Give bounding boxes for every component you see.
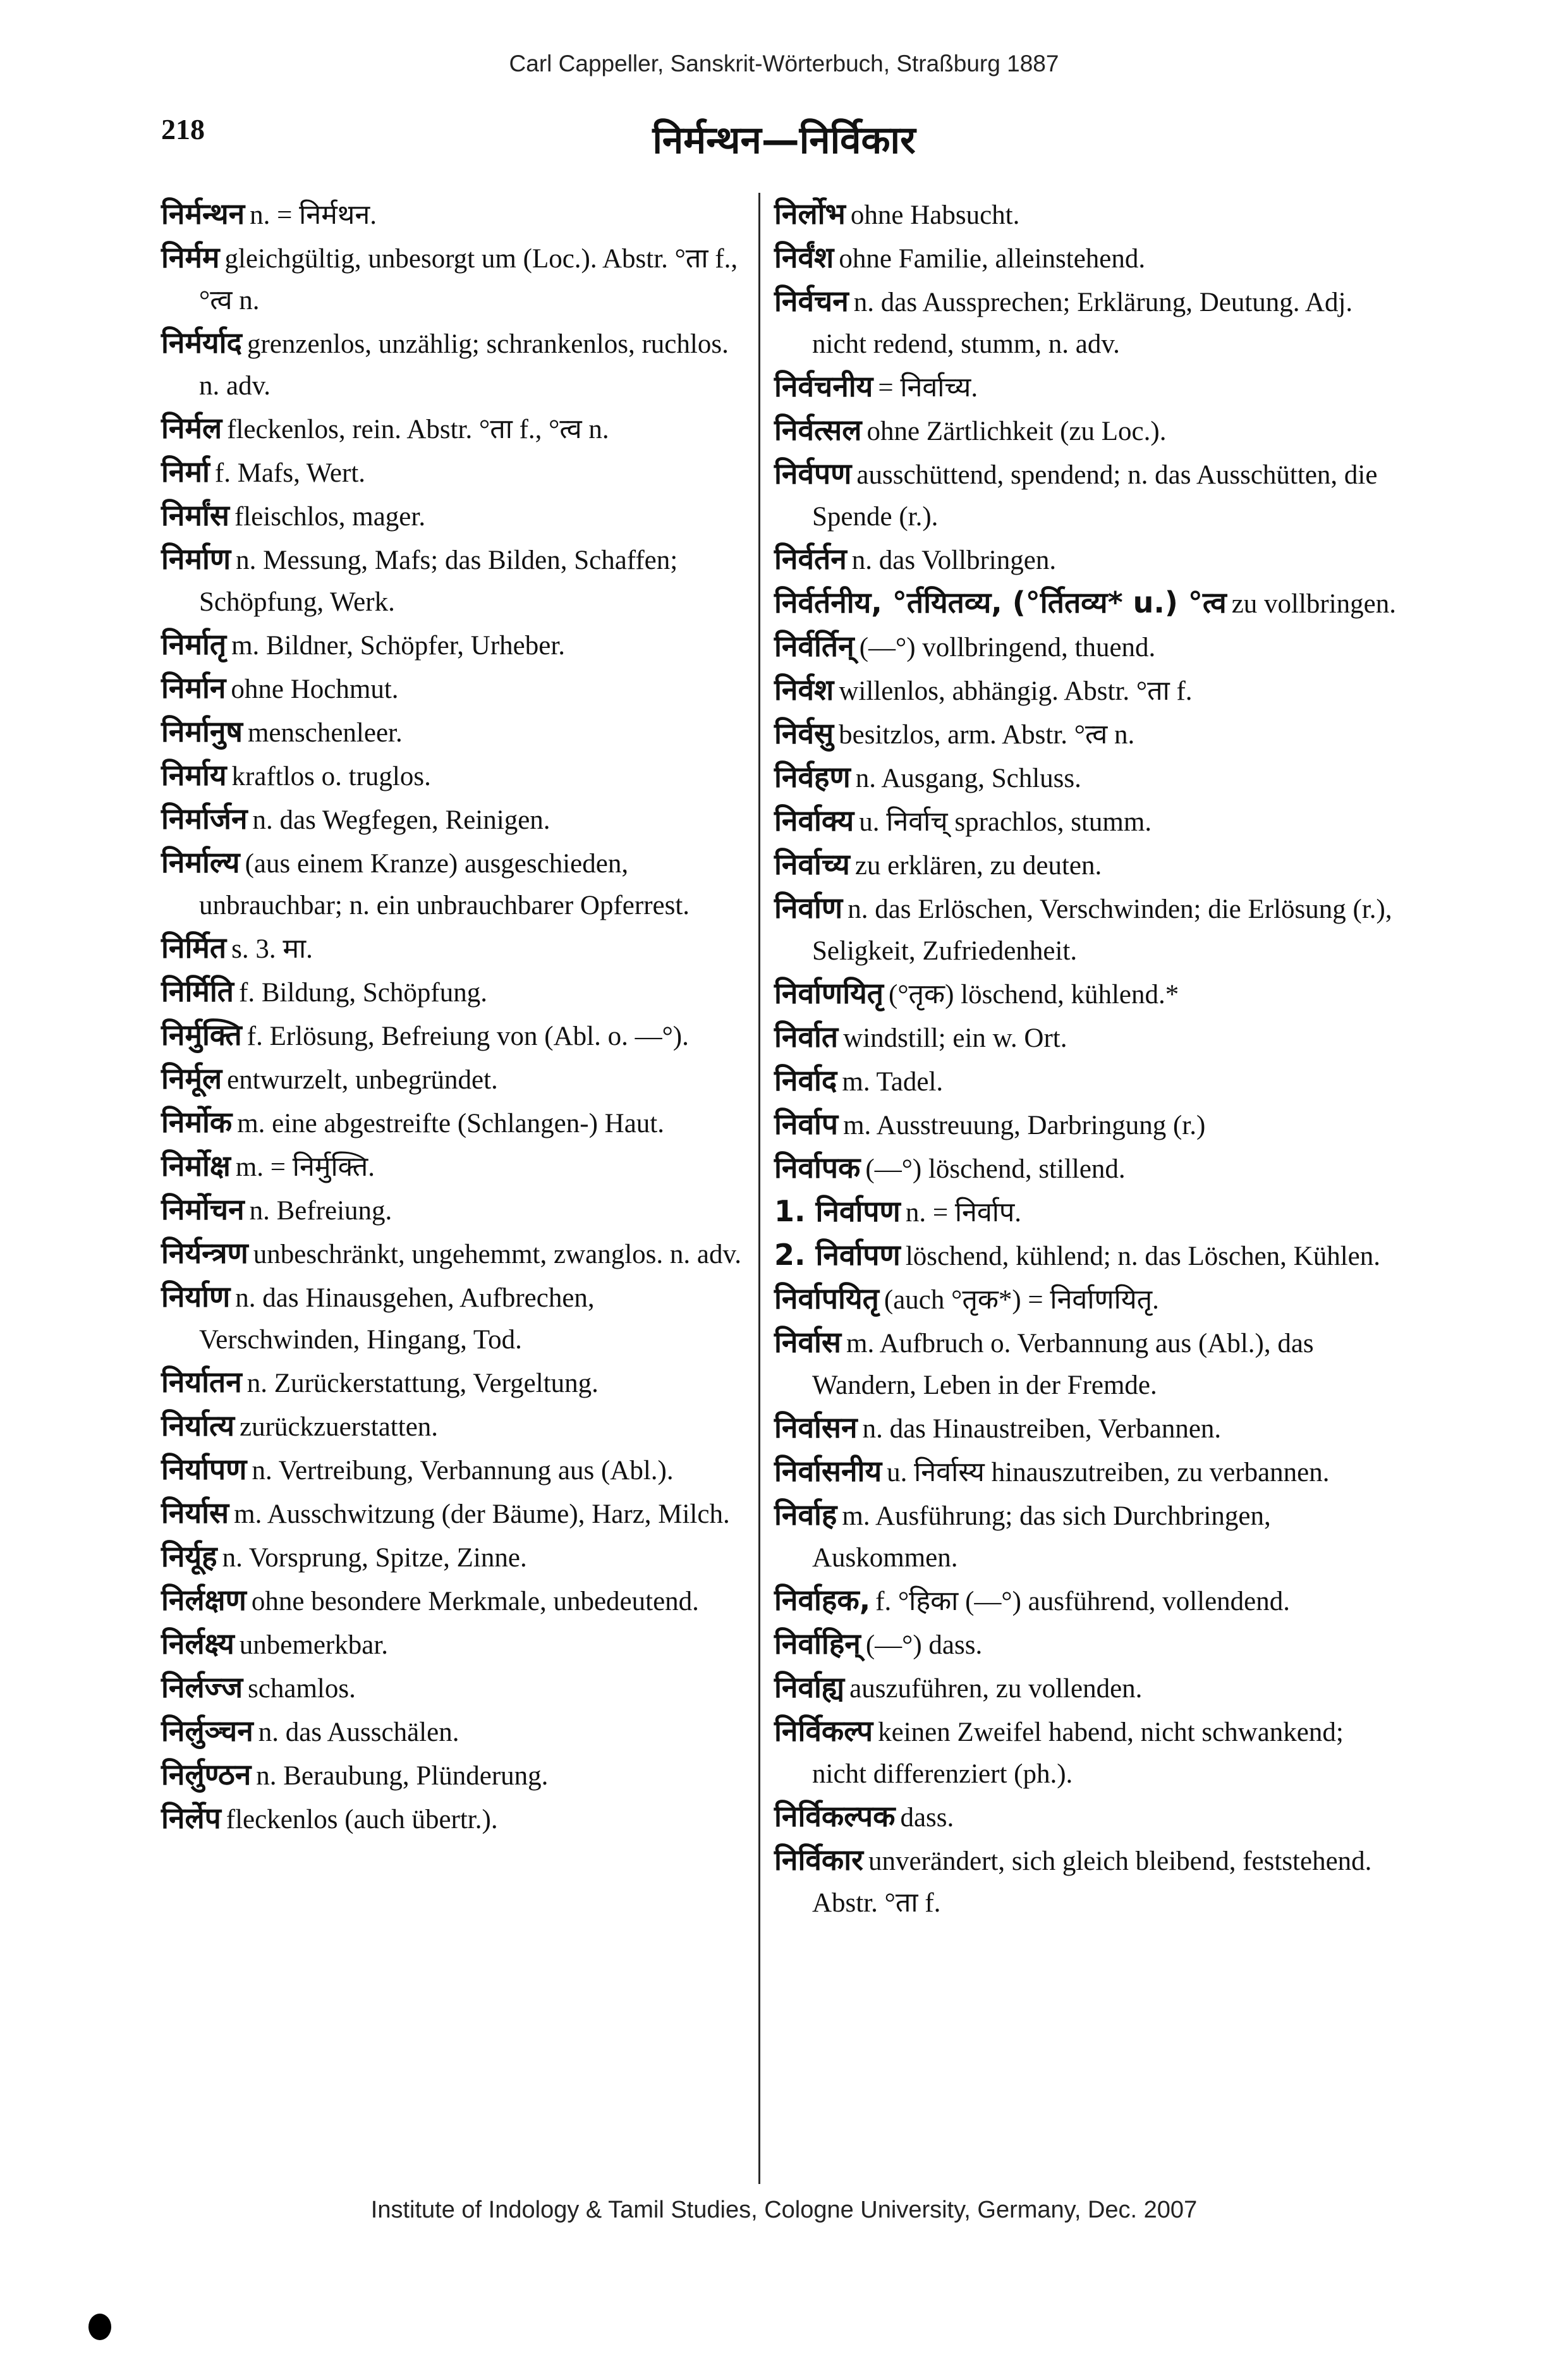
definition: m. Ausstreuung, Darbringung (r.) (843, 1111, 1206, 1140)
dictionary-entry (161, 407, 746, 451)
definition: (aus einem Kranze) ausgeschieden, unbrauchbar; n. ein unbrauchbarer Opferrest. (199, 849, 690, 920)
dictionary-entry (161, 754, 746, 798)
headword: निर्मूल (161, 1061, 222, 1095)
definition: keinen Zweifel habend, nicht schwankend; nicht differenziert (ph.). (812, 1717, 1344, 1789)
definition: fleckenlos (auch übertr.). (226, 1805, 498, 1834)
definition: unbeschränkt, ungehemmt, zwanglos. n. adv. (253, 1240, 741, 1269)
headword: निर्वश (774, 673, 834, 707)
headword: निर्माय (161, 758, 227, 792)
headword: निर्वापयितृ (774, 1281, 879, 1315)
headword: निर्वचनीय (774, 369, 873, 403)
dictionary-entry (774, 1450, 1397, 1494)
dictionary-entry (774, 625, 1397, 669)
dictionary-entry (774, 669, 1397, 712)
dictionary-entry (161, 970, 746, 1014)
dictionary-entry (161, 538, 746, 623)
dictionary-entry (161, 927, 746, 970)
dictionary-entry (161, 1014, 746, 1058)
definition: n. = निर्वाप. (905, 1198, 1022, 1228)
definition: u. निर्वास्य hinauszutreiben, zu verbannen. (887, 1458, 1330, 1487)
headword: निर्मांस (161, 498, 229, 532)
headword: निर्मोक (161, 1105, 233, 1139)
definition: dass. (900, 1803, 954, 1833)
headword: निर्वाद (774, 1063, 837, 1097)
definition: windstill; ein w. Ort. (843, 1023, 1067, 1053)
headword: निर्मर्याद (161, 326, 242, 360)
dictionary-entry (774, 1234, 1397, 1278)
headword: निर्मित (161, 930, 227, 965)
headword: निर्मार्जन (161, 802, 248, 836)
definition: ohne Hochmut. (231, 674, 399, 704)
dictionary-entry (774, 1321, 1397, 1406)
dictionary-entry (161, 1361, 746, 1405)
definition: gleichgültig, unbesorgt um (Loc.). Abstr. °ता f., °त्व n. (199, 244, 738, 315)
dictionary-entry (774, 365, 1397, 409)
dictionary-entry (161, 711, 746, 754)
headword: निर्मोचन (161, 1192, 245, 1226)
definition: unbemerkbar. (239, 1630, 389, 1660)
dictionary-entry (161, 193, 746, 236)
dictionary-entry (161, 1188, 746, 1232)
definition: zu erklären, zu deuten. (854, 851, 1102, 881)
headword: निर्लेप (161, 1801, 221, 1835)
dictionary-entry (161, 1754, 746, 1797)
definition: f. Mafs, Wert. (214, 458, 366, 488)
headword: निर्वासन (774, 1410, 858, 1444)
definition: n. das Wegfegen, Reinigen. (252, 805, 550, 835)
definition: n. das Vollbringen. (851, 546, 1057, 575)
definition: m. Aufbruch o. Verbannung aus (Abl.), das Wandern, Leben in der Fremde. (812, 1329, 1314, 1400)
dictionary-entry (161, 1579, 746, 1623)
headword: निर्यन्त्रण (161, 1236, 248, 1270)
definition: f. Bildung, Schöpfung. (239, 978, 487, 1008)
dictionary-entry (774, 1666, 1397, 1710)
headword: निर्याण (161, 1279, 231, 1314)
dictionary-entry (774, 236, 1397, 280)
definition: n. das Aussprechen; Erklärung, Deutung. Adj. nicht redend, stumm, n. adv. (812, 288, 1353, 359)
definition: zurückzuerstatten. (240, 1412, 439, 1442)
definition: ausschüttend, spendend; n. das Ausschütten, die Spende (r.). (812, 460, 1378, 532)
headword: निर्वंश (774, 240, 834, 274)
definition: auszuführen, zu vollenden. (849, 1674, 1143, 1704)
dictionary-entry (161, 1710, 746, 1754)
headword: निर्वचन (774, 284, 849, 318)
dictionary-entry (161, 1058, 746, 1101)
headword: निर्वर्तिन् (774, 629, 854, 663)
headword: निर्यापण (161, 1452, 247, 1486)
dictionary-entry (161, 1666, 746, 1710)
definition: ohne Zärtlichkeit (zu Loc.). (866, 417, 1167, 446)
definition: n. Vertreibung, Verbannung aus (Abl.). (252, 1456, 674, 1486)
headword: निर्लक्ष्य (161, 1626, 234, 1661)
definition: m. Ausführung; das sich Durchbringen, Auskommen. (812, 1501, 1271, 1573)
definition: (auch °तृक*) = निर्वाणयितृ. (884, 1285, 1159, 1315)
definition: kraftlos o. truglos. (231, 762, 431, 791)
definition: ohne Habsucht. (850, 200, 1020, 230)
dictionary-entry (161, 798, 746, 841)
headword: निर्वाहक, (774, 1583, 871, 1617)
headword: निर्विकल्पक (774, 1799, 896, 1833)
dictionary-entry (161, 1492, 746, 1535)
headword: निर्यूह (161, 1539, 217, 1573)
definition: (—°) löschend, stillend. (865, 1154, 1126, 1184)
definition: besitzlos, arm. Abstr. °त्व n. (839, 720, 1135, 750)
dictionary-entry (774, 712, 1397, 756)
dictionary-entry (774, 409, 1397, 453)
headword: निर्मा (161, 455, 210, 489)
headword: निर्वासनीय (774, 1454, 882, 1488)
definition: m. Tadel. (842, 1067, 944, 1097)
definition: u. निर्वाच् sprachlos, stumm. (859, 807, 1152, 837)
definition: löschend, kühlend; n. das Löschen, Kühlen. (905, 1242, 1380, 1271)
headword: निर्वापक (774, 1150, 861, 1185)
headword: निर्वाह (774, 1498, 837, 1532)
dictionary-entry (774, 193, 1397, 236)
definition: schamlos. (248, 1674, 356, 1704)
definition: n. das Ausschälen. (258, 1717, 459, 1747)
headword: निर्मन्थन (161, 197, 245, 231)
definition: entwurzelt, unbegründet. (227, 1065, 498, 1095)
dictionary-entry (774, 538, 1397, 582)
headword: निर्वसु (774, 716, 834, 750)
definition: m. Bildner, Schöpfer, Urheber. (231, 631, 566, 661)
headword: निर्वपण (774, 456, 852, 491)
dictionary-entry (774, 1494, 1397, 1579)
right-column (774, 193, 1397, 1924)
headword: निर्मातृ (161, 627, 227, 661)
headword: निर्यात्य (161, 1408, 235, 1443)
dictionary-entry (161, 841, 746, 927)
headword: निर्वर्तन (774, 542, 847, 576)
dictionary-entry (161, 667, 746, 711)
headword: निर्लुण्ठन (161, 1757, 252, 1791)
definition: fleischlos, mager. (234, 502, 426, 532)
headword: निर्वाणयितृ (774, 976, 884, 1010)
headword: 1. निर्वापण (774, 1194, 901, 1228)
headword: निर्यातन (161, 1365, 242, 1399)
dictionary-entry (774, 1579, 1397, 1623)
dictionary-entry (774, 280, 1397, 365)
dictionary-entry (774, 1710, 1397, 1795)
dictionary-entry (161, 1797, 746, 1841)
headword: निर्वाच्य (774, 847, 850, 881)
headword: निर्वास (774, 1325, 842, 1359)
ink-blot (88, 2314, 111, 2340)
dictionary-entry (774, 1795, 1397, 1839)
headword: निर्लज्ज (161, 1670, 243, 1704)
dictionary-entry (774, 1103, 1397, 1147)
dictionary-entry (161, 494, 746, 538)
dictionary-entry (774, 1278, 1397, 1321)
definition: f. Erlösung, Befreiung von (Abl. o. —°). (246, 1022, 689, 1051)
headword: निर्माण (161, 542, 231, 576)
headword: निर्मान (161, 671, 226, 705)
headword: निर्वहण (774, 760, 851, 794)
definition: m. Ausschwitzung (der Bäume), Harz, Milch. (234, 1499, 730, 1529)
definition: n. das Erlöschen, Verschwinden; die Erlösung (r.), Seligkeit, Zufriedenheit. (812, 894, 1392, 966)
dictionary-entry (161, 1535, 746, 1579)
dictionary-entry (774, 800, 1397, 843)
dictionary-entry (161, 623, 746, 667)
dictionary-entry (774, 843, 1397, 887)
definition: n. = निर्मथन. (250, 200, 377, 230)
dictionary-entry (161, 1448, 746, 1492)
dictionary-entry (161, 1405, 746, 1448)
headword: निर्वाह्य (774, 1670, 845, 1704)
dictionary-entry (161, 451, 746, 494)
dictionary-entry (774, 972, 1397, 1016)
definition: n. Ausgang, Schluss. (855, 764, 1081, 793)
definition: s. 3. मा. (231, 934, 313, 964)
dictionary-entry (774, 1190, 1397, 1234)
headword: निर्लक्षण (161, 1583, 246, 1617)
headword: निर्वात (774, 1020, 839, 1054)
headword: निर्माल्य (161, 845, 240, 879)
headword: निर्मुक्ति (161, 1018, 242, 1052)
headword: निर्विकार (774, 1843, 863, 1877)
headword: निर्लोभ (774, 197, 846, 231)
headword: निर्वर्तनीय, °र्तयितव्य, (°र्तितव्य* u.) °त्व (774, 585, 1227, 619)
headword: 2. निर्वापण (774, 1238, 901, 1272)
page-number: 218 (161, 113, 205, 145)
definition: n. das Hinaustreiben, Verbannen. (862, 1414, 1222, 1444)
definition: n. Beraubung, Plünderung. (256, 1761, 549, 1791)
definition: (—°) vollbringend, thuend. (859, 633, 1156, 662)
headword: निर्मल (161, 411, 222, 445)
definition: (°तृक) löschend, kühlend.* (889, 980, 1179, 1010)
headword: निर्मोक्ष (161, 1149, 231, 1183)
definition: m. eine abgestreifte (Schlangen-) Haut. (237, 1109, 664, 1138)
definition: zu vollbringen. (1231, 589, 1397, 619)
definition: grenzenlos, unzählig; schrankenlos, ruchlos. n. adv. (199, 329, 729, 401)
dictionary-entry (774, 1623, 1397, 1666)
definition: ohne besondere Merkmale, unbedeutend. (251, 1587, 699, 1616)
dictionary-entry (161, 1101, 746, 1145)
running-head: निर्मन्थन—निर्विकार (652, 118, 916, 162)
dictionary-entry (774, 1406, 1397, 1450)
column-divider (758, 193, 760, 2184)
dictionary-entry (774, 1016, 1397, 1059)
definition: (—°) dass. (865, 1630, 983, 1660)
definition: unverändert, sich gleich bleibend, feststehend. Abstr. °ता f. (812, 1846, 1372, 1918)
dictionary-entry (161, 1145, 746, 1188)
dictionary-entry (161, 1623, 746, 1666)
headword: निर्लुञ्चन (161, 1714, 253, 1748)
headword: निर्वाक्य (774, 803, 854, 838)
dictionary-entry (161, 1232, 746, 1276)
definition: n. Messung, Mafs; das Bilden, Schaffen; Schöpfung, Werk. (199, 546, 678, 617)
dictionary-entry (774, 887, 1397, 972)
headword: निर्वाप (774, 1107, 839, 1141)
dictionary-entry (774, 1059, 1397, 1103)
left-column (161, 193, 746, 1841)
definition: = निर्वाच्य. (878, 373, 978, 403)
definition: n. Zurückerstattung, Vergeltung. (246, 1369, 599, 1398)
definition: fleckenlos, rein. Abstr. °ता f., °त्व n. (227, 415, 609, 444)
definition: f. °हिका (—°) ausführend, vollendend. (875, 1587, 1291, 1616)
definition: n. das Hinausgehen, Aufbrechen, Verschwinden, Hingang, Tod. (199, 1283, 595, 1355)
headword: निर्वाण (774, 891, 843, 925)
headword: निर्मिति (161, 974, 234, 1008)
footer-line: Institute of Indology & Tamil Studies, Cologne University, Germany, Dec. 2007 (370, 2197, 1198, 2223)
definition: willenlos, abhängig. Abstr. °ता f. (839, 676, 1193, 706)
definition: m. = निर्मुक्ति. (235, 1152, 375, 1182)
dictionary-entry (774, 453, 1397, 538)
dictionary-entry (774, 756, 1397, 800)
definition: menschenleer. (247, 718, 403, 748)
dictionary-entry (161, 322, 746, 407)
dictionary-entry (161, 1276, 746, 1361)
source-line: Carl Cappeller, Sanskrit-Wörterbuch, Straßburg 1887 (509, 51, 1059, 76)
definition: n. Befreiung. (249, 1196, 392, 1226)
headword: निर्विकल्प (774, 1714, 873, 1748)
dictionary-entry (774, 582, 1397, 625)
dictionary-entry (774, 1839, 1397, 1924)
headword: निर्यास (161, 1496, 229, 1530)
headword: निर्वत्सल (774, 413, 862, 447)
headword: निर्मम (161, 240, 220, 274)
definition: n. Vorsprung, Spitze, Zinne. (222, 1543, 527, 1573)
headword: निर्वाहिन् (774, 1626, 861, 1661)
dictionary-entry (774, 1147, 1397, 1190)
headword: निर्मानुष (161, 714, 243, 748)
definition: ohne Familie, alleinstehend. (839, 244, 1146, 274)
dictionary-entry (161, 236, 746, 322)
